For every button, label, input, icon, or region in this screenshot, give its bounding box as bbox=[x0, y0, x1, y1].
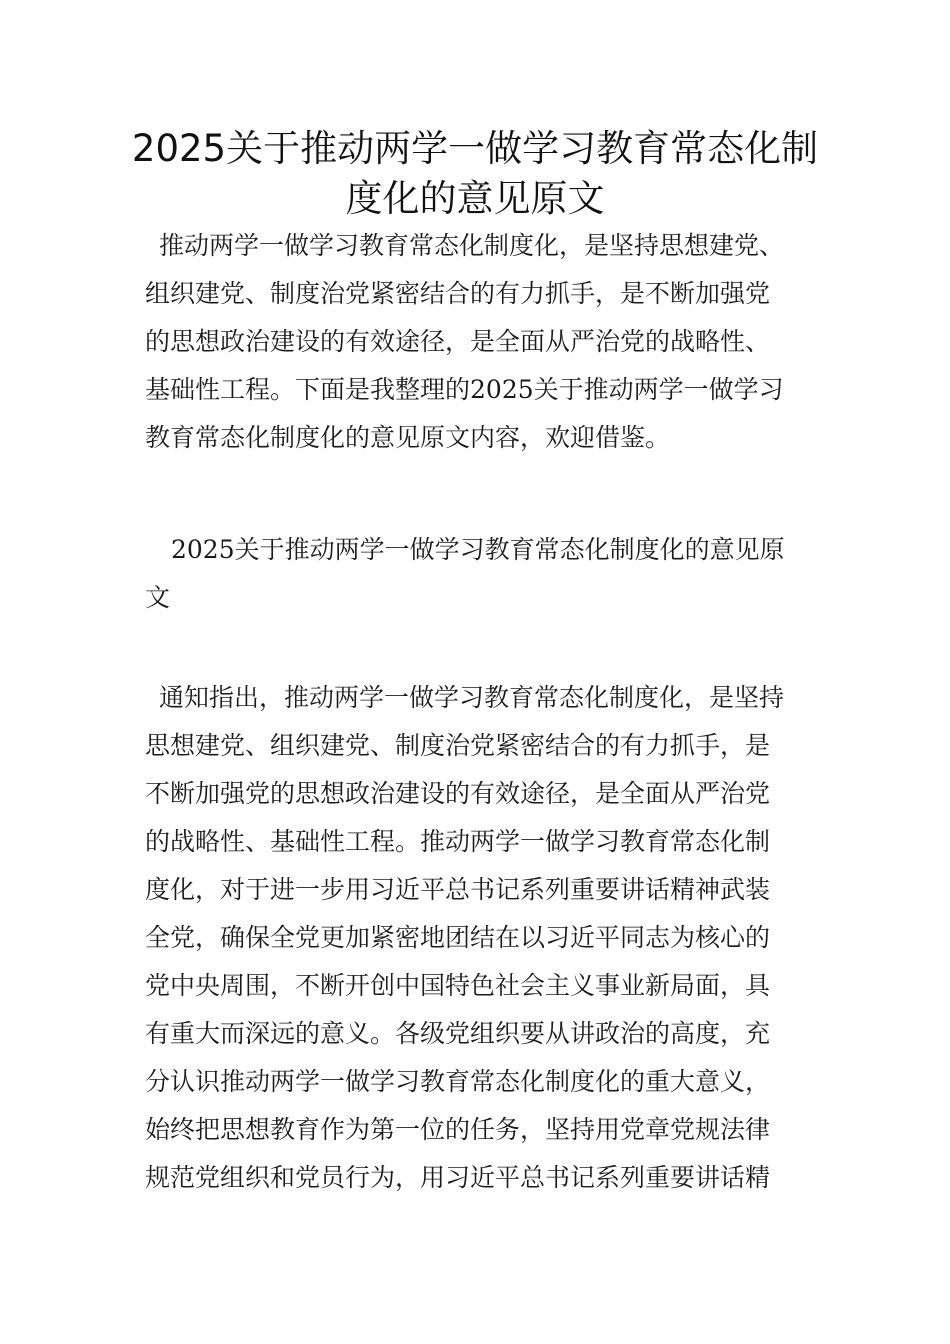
intro-line: 基础性工程。下面是我整理的2025关于推动两学一做学习 bbox=[145, 375, 784, 404]
intro-line: 的思想政治建设的有效途径，是全面从严治党的战略性、 bbox=[145, 327, 771, 356]
body-line: 的战略性、基础性工程。推动两学一做学习教育常态化制 bbox=[145, 827, 771, 856]
body-line: 有重大而深远的意义。各级党组织要从讲政治的高度，充 bbox=[145, 1019, 771, 1048]
section-heading-line: 文 bbox=[145, 583, 171, 612]
body-line: 度化，对于进一步用习近平总书记系列重要讲话精神武装 bbox=[145, 875, 771, 904]
body-line: 始终把思想教育作为第一位的任务，坚持用党章党规法律 bbox=[145, 1115, 771, 1144]
body-line: 不断加强党的思想政治建设的有效途径，是全面从严治党 bbox=[145, 779, 771, 808]
intro-paragraph bbox=[145, 222, 810, 462]
title-line-1: 2025关于推动两学一做学习教育常态化制 bbox=[131, 127, 819, 170]
body-line: 规范党组织和党员行为，用习近平总书记系列重要讲话精 bbox=[145, 1163, 771, 1192]
section-heading-line: 2025关于推动两学一做学习教育常态化制度化的意见原 bbox=[171, 535, 785, 564]
body-line: 党中央周围，不断开创中国特色社会主义事业新局面，具 bbox=[145, 971, 771, 1000]
body-line: 分认识推动两学一做学习教育常态化制度化的重大意义， bbox=[145, 1067, 771, 1096]
intro-line: 组织建党、制度治党紧密结合的有力抓手，是不断加强党 bbox=[145, 279, 771, 308]
title-line-2: 度化的意见原文 bbox=[345, 177, 605, 220]
document-title bbox=[130, 124, 820, 224]
section-heading bbox=[145, 526, 810, 622]
body-paragraph bbox=[145, 674, 810, 1202]
intro-line: 教育常态化制度化的意见原文内容，欢迎借鉴。 bbox=[145, 423, 671, 452]
intro-line: 推动两学一做学习教育常态化制度化，是坚持思想建党、 bbox=[159, 231, 785, 260]
body-line: 全党，确保全党更加紧密地团结在以习近平同志为核心的 bbox=[145, 923, 771, 952]
body-line: 思想建党、组织建党、制度治党紧密结合的有力抓手，是 bbox=[145, 731, 771, 760]
body-line: 通知指出，推动两学一做学习教育常态化制度化，是坚持 bbox=[159, 683, 785, 712]
